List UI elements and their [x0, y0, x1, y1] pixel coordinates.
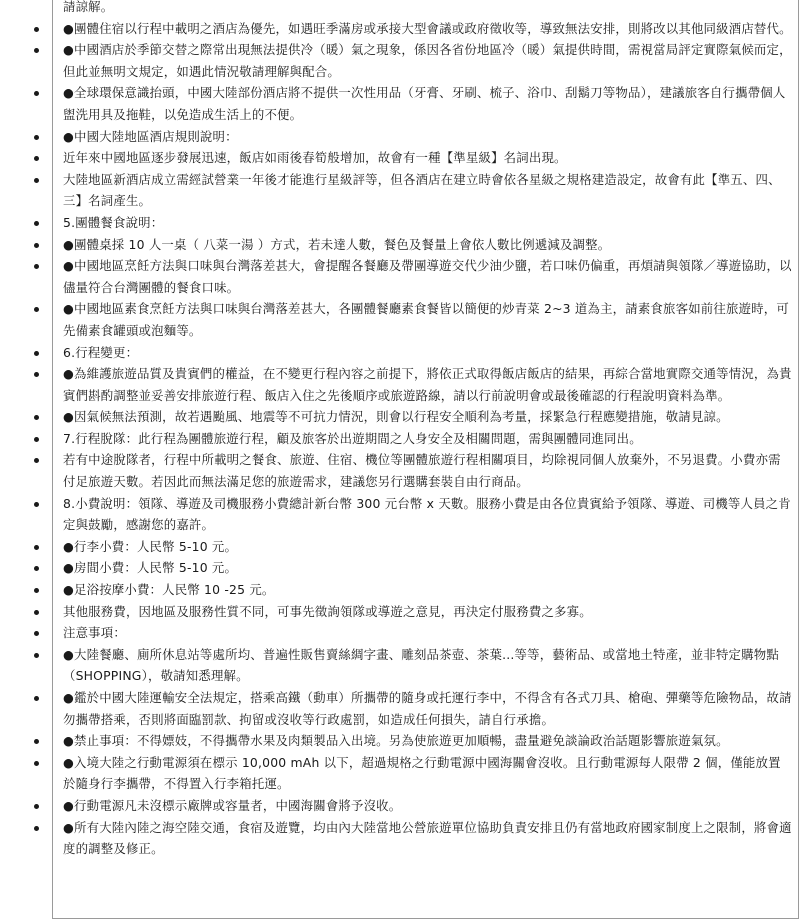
list-item-text: 其他服務費，因地區及服務性質不同，可事先徵詢領隊或導遊之意見，再決定付服務費之多寡。: [63, 603, 592, 619]
list-item: [0, 644, 800, 687]
list-item: [0, 752, 800, 795]
list-item: [0, 428, 800, 450]
list-item: [0, 536, 800, 558]
list-item-text: 5.團體餐食說明：: [63, 214, 164, 230]
bullet-icon: [34, 264, 39, 269]
list-item: [0, 622, 800, 644]
list-item: [0, 169, 800, 212]
list-item-text: 8.小費說明：領隊、導遊及司機服務小費總計新台幣 300 元台幣 x 天數。服務小費是由各位貴賓給予領隊、導遊、司機等人員之肯定與鼓勵，感謝您的嘉許。: [63, 495, 791, 533]
list-item-text: ●因氣候無法預測，故若遇颱風、地震等不可抗力情況，則會以行程安全順利為考量，採緊急行程應變措施，敬請見諒。: [63, 409, 729, 425]
bullet-icon: [34, 566, 39, 571]
bullet-icon: [34, 415, 39, 420]
list-item-text: ●禁止事項：不得嫖妓，不得攜帶水果及肉類製品入出境。另為使旅遊更加順暢，盡量避免談論政治話題影響旅遊氣氛。: [63, 733, 729, 749]
bullet-icon: [34, 27, 39, 32]
bullet-icon: [34, 221, 39, 226]
list-item: [0, 579, 800, 601]
bullet-icon: [34, 545, 39, 550]
list-item: [0, 342, 800, 364]
bullet-icon: [34, 826, 39, 831]
list-item-text: ●中國地區素食烹飪方法與口味與台灣落差甚大，各團體餐廳素食餐皆以簡便的炒青菜 2~3 道為主，請素食旅客如前往旅遊時，可先備素食罐頭或泡麵等。: [63, 301, 789, 338]
list-item: [0, 126, 800, 148]
bullet-icon: [34, 243, 39, 248]
list-item: [0, 39, 800, 82]
bullet-icon: [34, 351, 39, 356]
list-item-text: 大陸地區新酒店成立需經試營業一年後才能進行星級評等，但各酒店在建立時會依各星級之規格建造設定，故會有此【準五、四、三】名詞產生。: [63, 171, 781, 209]
bullet-icon: [34, 48, 39, 53]
bullet-icon: [34, 307, 39, 312]
list-item-text: ●為維護旅遊品質及貴賓們的權益，在不變更行程內容之前提下，將依正式取得飯店飯店的結果，再綜合當地實際交通等情況，為貴賓們斟酌調整並妥善安排旅遊行程、飯店入住之先後順序或旅遊路線，請以行前說明會或最後確認的行程說明資料為準。: [63, 366, 792, 403]
bullet-icon: [34, 135, 39, 140]
bullet-icon: [34, 91, 39, 96]
list-item-text: 6.行程變更：: [63, 344, 139, 360]
list-item-text: ●所有大陸內陸之海空陸交通，食宿及遊覽，均由內大陸當地公營旅遊單位協助負責安排且仍有當地政府國家制度上之限制，將會適度的調整及修正。: [63, 819, 792, 857]
list-item-text: ●中國大陸地區酒店規則說明：: [63, 128, 238, 144]
bullet-icon: [34, 631, 39, 636]
list-item-text: ●中國地區烹飪方法與口味與台灣落差甚大，會提醒各餐廳及帶團導遊交代少油少鹽，若口味仍偏重，再煩請與領隊／導遊協助，以儘量符合台灣團體的餐食口味。: [63, 258, 792, 295]
list-item: [0, 0, 800, 18]
bullet-icon: [34, 610, 39, 615]
list-item-text: ●入境大陸之行動電源須在標示 10,000 mAh 以下，超過規格之行動電源中國海關會沒收。且行動電源每人限帶 2 個，僅能放置於隨身行李攜帶，不得置入行李箱托運。: [63, 754, 781, 792]
bullet-icon: [34, 502, 39, 507]
bullet-icon: [34, 178, 39, 183]
bullet-icon: [34, 653, 39, 658]
list-item-text: 請諒解。: [63, 0, 114, 14]
list-item-text: 若有中途脫隊者，行程中所載明之餐食、旅遊、住宿、機位等團體旅遊行程相關項目，均除視同個人放棄外，不另退費。小費亦需付足旅遊天數。若因此而無法滿足您的旅遊需求，建議您另行選購套裝自由行商品。: [63, 452, 781, 490]
list-item-text: ●中國酒店於季節交替之際常出現無法提供冷（暖）氣之現象，係因各省份地區冷（暖）氣提供時間，需視當局評定實際氣候而定，但此並無明文規定，如遇此情況敬請理解與配合。: [63, 42, 792, 79]
list-item: [0, 730, 800, 752]
list-item-text: ●行動電源凡未沒標示廠牌或容量者，中國海關會將予沒收。: [63, 797, 402, 813]
list-item: [0, 557, 800, 579]
list-item-text: ●團體住宿以行程中載明之酒店為優先，如遇旺季滿房或承接大型會議或政府徵收等，導致無法安排，則將改以其他同級酒店替代。: [63, 20, 792, 36]
list-item-text: ●房間小費：人民幣 5-10 元。: [63, 560, 238, 576]
list-item-text: ●全球環保意識抬頭，中國大陸部份酒店將不提供一次性用品（牙膏、牙刷、梳子、浴巾、刮鬍刀等物品），建議旅客自行攜帶個人盥洗用具及拖鞋，以免造成生活上的不便。: [63, 85, 786, 122]
bullet-icon: [34, 696, 39, 701]
bullet-icon: [34, 458, 39, 463]
bullet-icon: [34, 156, 39, 161]
list-item-text: 7.行程脫隊：此行程為團體旅遊行程，顧及旅客於出遊期間之人身安全及相關問題，需與團體同進同出。: [63, 430, 642, 446]
list-item: [0, 234, 800, 256]
bullet-icon: [34, 437, 39, 442]
list-item-text: ●行李小費：人民幣 5-10 元。: [63, 538, 238, 554]
list-item: [0, 82, 800, 125]
bullet-icon: [34, 372, 39, 377]
list-item: [0, 687, 800, 730]
list-item: [0, 255, 800, 298]
list-item: [0, 147, 800, 169]
list-item: [0, 817, 800, 860]
bullet-icon: [34, 739, 39, 744]
list-item: [0, 18, 800, 40]
list-item: [0, 449, 800, 492]
list-item-text: ●團體桌採 10 人一桌（ 八菜一湯 ）方式，若未達人數，餐色及餐量上會依人數比例遞減及調整。: [63, 236, 611, 252]
list-item-text: 注意事項：: [63, 625, 126, 641]
list-item: [0, 795, 800, 817]
list-item-text: 近年來中國地區逐步發展迅速，飯店如雨後春筍般增加，故會有一種【準星級】名詞出現。: [63, 150, 567, 166]
list-item: [0, 298, 800, 341]
bullet-icon: [34, 588, 39, 593]
list-item-text: ●足浴按摩小費：人民幣 10 -25 元。: [63, 582, 275, 598]
list-item: [0, 493, 800, 536]
bullet-icon: [34, 761, 39, 766]
bullet-icon: [34, 804, 39, 809]
list-item-text: ●鑑於中國大陸運輸安全法規定，搭乘高鐵（動車）所攜帶的隨身或托運行李中，不得含有各式刀具、槍砲、彈藥等危險物品，故請勿攜帶搭乘，否則將面臨罰款、拘留或沒收等行政處罰，如造成任何損失，請自行承擔。: [63, 690, 792, 727]
list-item: [0, 601, 800, 623]
list-item: [0, 406, 800, 428]
list-item-text: ●大陸餐廳、廁所休息站等處所均、普遍性販售賣絲綢字畫、雕刻品茶壺、茶葉...等等，藝術品、或當地土特產，並非特定購物點（SHOPPING），敬請知悉理解。: [63, 646, 779, 684]
list-item: [0, 212, 800, 234]
list-item: [0, 363, 800, 406]
